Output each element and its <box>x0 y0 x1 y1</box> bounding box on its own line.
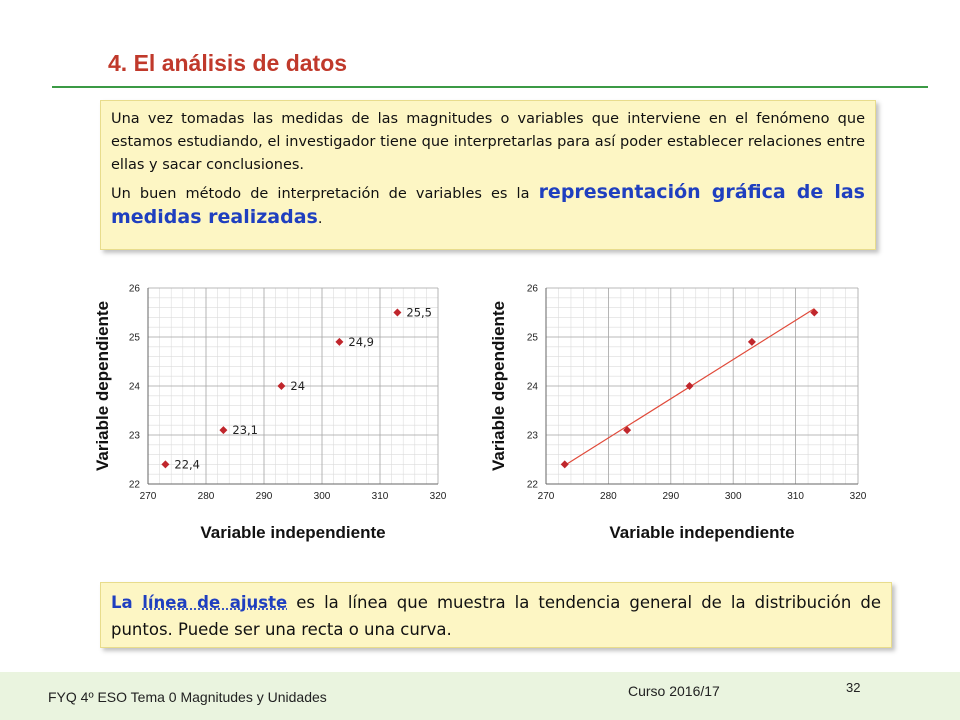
y-tick-label: 26 <box>128 283 140 295</box>
intro-paragraph-1: Una vez tomadas las medidas de las magnitudes o variables que interviene en el fenómeno que estamos estudiando, el investigador tiene que interpretarlas para así poder establecer relaciones entre ellas y sacar conclusiones. <box>111 111 865 173</box>
y-tick-label: 25 <box>526 332 538 344</box>
fit-line-box <box>100 582 892 648</box>
x-tick-label: 300 <box>313 491 331 502</box>
y-axis-label: Variable dependiente <box>489 300 508 472</box>
y-tick-label: 22 <box>128 479 140 491</box>
data-label: 25,5 <box>406 305 433 320</box>
y-tick-label: 25 <box>128 332 140 344</box>
y-axis-label: Variable dependiente <box>93 300 112 472</box>
data-point <box>161 460 169 468</box>
data-label: 24,9 <box>348 334 375 349</box>
data-label: 22,4 <box>174 457 201 472</box>
intro-paragraph-2 <box>111 181 865 231</box>
y-tick-label: 24 <box>128 381 140 393</box>
x-tick-label: 290 <box>662 491 680 502</box>
footer-year: Curso 2016/17 <box>628 683 720 699</box>
x-tick-label: 320 <box>429 491 447 502</box>
x-tick-label: 280 <box>600 491 617 502</box>
slide-title: 4. El análisis de datos <box>108 50 348 76</box>
fit-line-prefix: La <box>111 593 143 612</box>
footer-page-number: 32 <box>846 680 861 695</box>
data-point <box>748 338 756 346</box>
x-axis-label: Variable independiente <box>200 523 386 542</box>
scatter-chart-points <box>88 276 454 544</box>
intro-paragraph-2-suffix: . <box>317 211 323 227</box>
x-tick-label: 320 <box>849 491 867 502</box>
graphic-representation-highlight: representación gráfica de las medidas realizadas <box>111 181 865 228</box>
intro-box <box>100 100 876 250</box>
intro-paragraph-2-prefix: Un buen método de interpretación de variables es la <box>111 186 539 202</box>
fit-line-term: línea de ajuste <box>142 593 288 612</box>
x-tick-label: 300 <box>724 491 742 502</box>
y-tick-label: 23 <box>526 430 538 442</box>
x-tick-label: 310 <box>371 491 389 502</box>
data-point <box>393 309 401 317</box>
data-label: 23,1 <box>232 423 259 438</box>
fit-line-definition: es la línea que muestra la tendencia general de la distribución de puntos. Puede ser una recta o una curva. <box>111 593 881 639</box>
x-tick-label: 270 <box>537 491 555 502</box>
data-point <box>219 426 227 434</box>
data-label: 24 <box>290 379 306 393</box>
data-point <box>277 382 285 390</box>
data-point <box>335 338 343 346</box>
y-tick-label: 22 <box>526 479 538 491</box>
x-axis-label: Variable independiente <box>609 523 795 542</box>
x-tick-label: 270 <box>139 491 157 502</box>
x-tick-label: 280 <box>197 491 215 502</box>
data-point <box>561 460 569 468</box>
x-tick-label: 290 <box>255 491 273 502</box>
y-tick-label: 26 <box>526 283 538 295</box>
x-tick-label: 310 <box>787 491 804 502</box>
y-tick-label: 24 <box>526 381 538 393</box>
footer-course: FYQ 4º ESO Tema 0 Magnitudes y Unidades <box>48 689 327 705</box>
y-tick-label: 23 <box>128 430 140 442</box>
title-divider <box>52 86 928 88</box>
scatter-chart-with-fit-line <box>484 276 880 544</box>
fit-line-paragraph <box>111 589 881 643</box>
